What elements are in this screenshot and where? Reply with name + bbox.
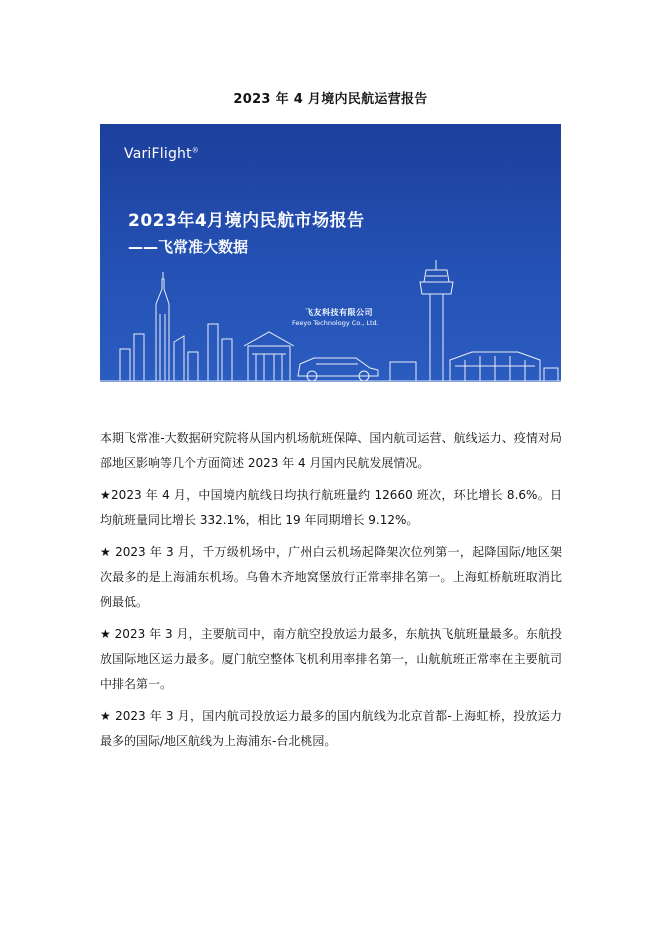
intro-paragraph: 本期飞常准-大数据研究院将从国内机场航班保障、国内航司运营、航线运力、疫情对局部地区影响等几个方面简述 2023 年 4 月国内民航发展情况。	[100, 431, 562, 470]
banner-title: 2023年4月境内民航市场报告	[128, 211, 365, 231]
brand-name: VariFlight	[124, 146, 192, 162]
company-name-cn: 飞友科技有限公司	[305, 308, 373, 317]
highlight-paragraph: ★ 2023 年 3 月，主要航司中，南方航空投放运力最多，东航执飞航班量最多。东航投放国际地区运力最多。厦门航空整体飞机利用率排名第一，山航航班正常率在主要航司中排名第一。	[100, 627, 562, 691]
banner-subtitle: ——飞常准大数据	[128, 238, 249, 256]
variflight-logo	[124, 146, 199, 162]
company-name-en: Feeyo Technology Co., Ltd.	[292, 319, 379, 327]
cover-banner	[100, 124, 561, 382]
page-title: 2023 年 4 月境内民航运营报告	[233, 92, 428, 107]
report-body	[100, 426, 562, 761]
brand-registered-mark: ®	[191, 146, 199, 155]
highlight-paragraph: ★ 2023 年 3 月，千万级机场中，广州白云机场起降架次位列第一，起降国际/地区架次最多的是上海浦东机场。乌鲁木齐地窝堡放行正常率排名第一。上海虹桥航班取消比例最低。	[100, 545, 562, 609]
highlight-paragraph: ★2023 年 4 月，中国境内航线日均执行航班量约 12660 班次，环比增长 8.6%。日均航班量同比增长 332.1%，相比 19 年同期增长 9.12%。	[100, 488, 562, 527]
highlight-paragraph: ★ 2023 年 3 月，国内航司投放运力最多的国内航线为北京首都-上海虹桥，投放运力最多的国际/地区航线为上海浦东-台北桃园。	[100, 709, 562, 748]
